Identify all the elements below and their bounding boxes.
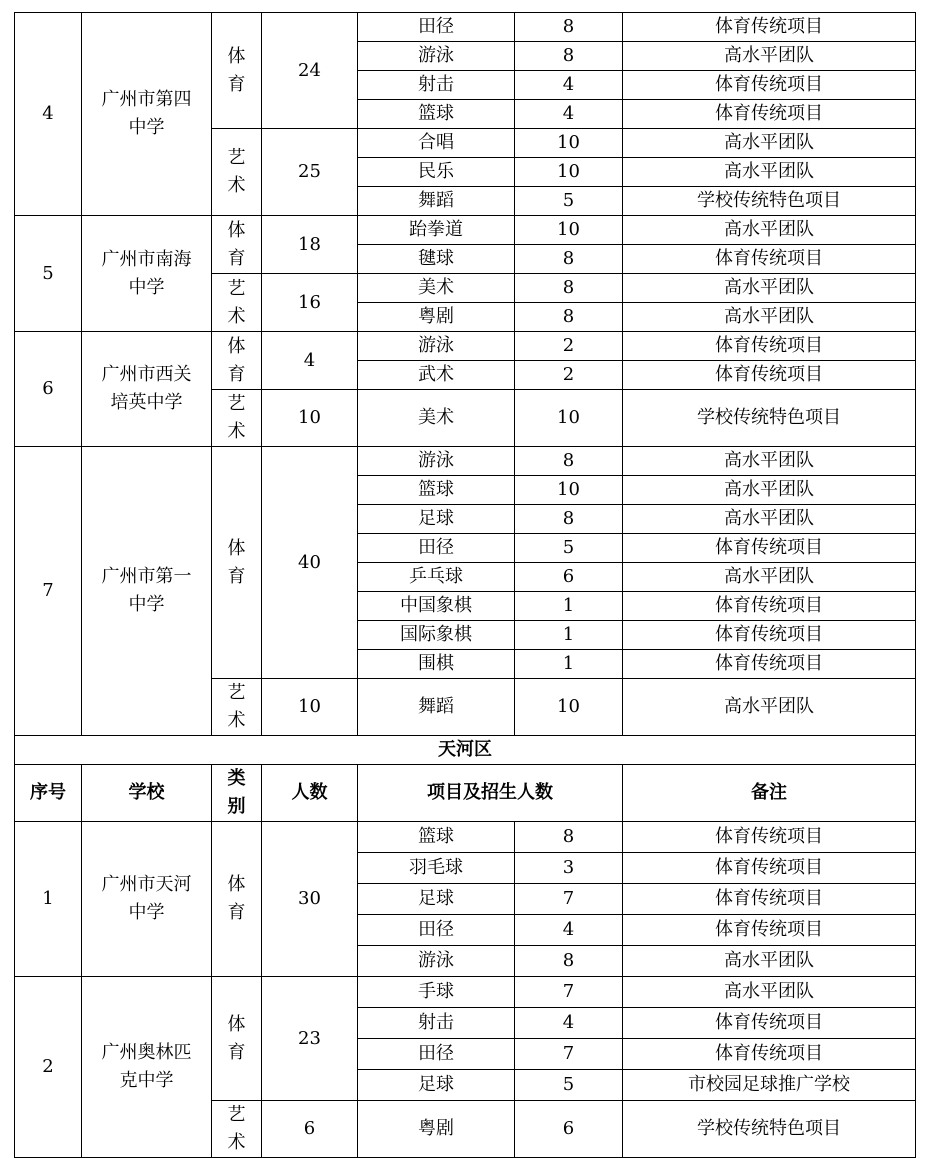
remark [623,884,916,915]
project-name-text: 足球 [418,1074,454,1095]
category-text: 体育 [227,1013,246,1063]
category-total-text: 30 [298,888,321,909]
category-total-text: 10 [298,407,321,428]
category-total [262,216,358,274]
category-total [262,332,358,390]
project-count [515,621,623,650]
remark [623,822,916,853]
project-count-text: 10 [557,696,580,717]
district-row [15,736,916,765]
project-count-text: 8 [562,16,575,37]
project-count [515,42,623,71]
remark-text: 高水平团队 [724,508,814,529]
project-name [358,129,515,158]
table-row [15,977,916,1008]
category-text: 体育 [227,537,246,587]
category-total [262,1101,358,1158]
project-count-text: 8 [562,45,575,66]
project-count-text: 8 [562,277,575,298]
remark-text: 高水平团队 [724,696,814,717]
project-name [358,1008,515,1039]
school-number-text: 2 [42,1056,54,1077]
project-name [358,158,515,187]
project-count [515,1039,623,1070]
remark [623,42,916,71]
project-name-text: 射击 [418,1012,454,1033]
project-name-text: 田径 [418,16,454,37]
remark-text: 体育传统项目 [715,624,823,645]
district-title [15,736,916,765]
project-name-text: 粤剧 [418,306,454,327]
category-total-text: 10 [298,696,321,717]
project-name [358,447,515,476]
remark-text: 学校传统特色项目 [697,407,841,428]
project-count [515,476,623,505]
header-school [82,765,212,822]
project-name-text: 乒乓球 [409,566,463,587]
category-total [262,129,358,216]
school-name-text: 广州市西关培英中学 [101,364,192,413]
remark [623,1008,916,1039]
remark-text: 高水平团队 [724,161,814,182]
category-total-text: 6 [303,1118,316,1139]
project-count-text: 1 [562,595,575,616]
project-name [358,621,515,650]
school-number-text: 5 [42,262,54,284]
project-name [358,884,515,915]
project-name [358,1070,515,1101]
header-category-text: 类别 [227,768,246,817]
remark-text: 体育传统项目 [715,16,823,37]
remark-text: 高水平团队 [724,277,814,298]
header-project [358,765,623,822]
project-count [515,534,623,563]
project-count [515,650,623,679]
project-name-text: 篮球 [418,479,454,500]
remark-text: 体育传统项目 [715,919,823,940]
project-count [515,100,623,129]
project-name [358,822,515,853]
category [212,216,262,274]
project-count [515,129,623,158]
remark-text: 高水平团队 [724,566,814,587]
project-count [515,13,623,42]
project-name [358,390,515,447]
category [212,1101,262,1158]
remark-text: 体育传统项目 [715,653,823,674]
project-count [515,505,623,534]
project-count-text: 7 [562,981,575,1002]
remark-text: 学校传统特色项目 [697,1118,841,1139]
project-name-text: 武术 [418,364,454,385]
category-total-text: 23 [298,1027,321,1049]
category-total [262,390,358,447]
project-name [358,505,515,534]
school-name [82,447,212,736]
remark-text: 体育传统项目 [715,335,823,356]
project-count-text: 10 [557,479,580,500]
school-name [82,977,212,1158]
school-name [82,216,212,332]
project-name-text: 民乐 [418,161,454,182]
category-text: 体育 [227,45,246,95]
project-name-text: 游泳 [418,450,454,471]
project-count-text: 7 [562,1043,575,1064]
remark [623,476,916,505]
project-count-text: 2 [562,364,575,385]
project-name-text: 羽毛球 [409,857,463,878]
project-count [515,71,623,100]
project-name [358,563,515,592]
school-name [82,822,212,977]
school-number-text: 6 [42,378,54,399]
project-name-text: 篮球 [418,826,454,847]
table-row [15,822,916,853]
school-number [15,977,82,1158]
category-total [262,679,358,736]
remark-text: 体育传统项目 [715,74,823,95]
project-count [515,915,623,946]
project-count-text: 5 [562,537,575,558]
remark [623,158,916,187]
school-name-text: 广州市第一中学 [101,566,192,615]
project-count [515,1070,623,1101]
project-name [358,42,515,71]
category-text: 艺术 [227,682,246,731]
remark [623,977,916,1008]
category-text: 艺术 [227,393,246,442]
project-name [358,187,515,216]
remark [623,129,916,158]
project-count-text: 10 [557,407,580,428]
remark-text: 高水平团队 [724,45,814,66]
remark [623,505,916,534]
school-number [15,216,82,332]
category-text: 体育 [227,219,246,269]
remark [623,1039,916,1070]
header-remark [623,765,916,822]
project-count [515,390,623,447]
project-name [358,915,515,946]
project-name-text: 田径 [418,537,454,558]
project-count [515,332,623,361]
project-count-text: 10 [557,132,580,153]
project-count-text: 6 [562,566,575,587]
remark-text: 体育传统项目 [715,364,823,385]
project-count [515,361,623,390]
project-count-text: 1 [562,624,575,645]
remark [623,390,916,447]
remark [623,915,916,946]
school-name [82,332,212,447]
project-count-text: 8 [562,508,575,529]
project-name [358,216,515,245]
header-total [262,765,358,822]
remark-text: 体育传统项目 [715,595,823,616]
remark-text: 高水平团队 [724,981,814,1002]
header-project-text: 项目及招生人数 [427,782,553,803]
category-text: 体育 [227,335,246,385]
project-name [358,1039,515,1070]
school-name-text: 广州市天河中学 [101,874,192,923]
remark [623,534,916,563]
remark [623,332,916,361]
project-count [515,592,623,621]
remark-text: 高水平团队 [724,219,814,240]
remark [623,274,916,303]
project-name [358,245,515,274]
header-remark-text: 备注 [751,782,787,803]
remark [623,245,916,274]
project-count-text: 6 [562,1118,575,1139]
table-row [15,447,916,476]
remark-text: 体育传统项目 [715,857,823,878]
project-count [515,187,623,216]
remark-text: 体育传统项目 [715,248,823,269]
project-name-text: 毽球 [418,248,454,269]
remark [623,216,916,245]
remark [623,1070,916,1101]
project-name [358,361,515,390]
project-count [515,977,623,1008]
project-name-text: 游泳 [418,45,454,66]
project-count [515,303,623,332]
remark-text: 高水平团队 [724,950,814,971]
project-count [515,274,623,303]
header-row [15,765,916,822]
category-total-text: 40 [298,551,321,573]
project-name [358,679,515,736]
project-count-text: 8 [562,826,575,847]
project-count-text: 3 [562,857,575,878]
project-name-text: 跆拳道 [409,219,463,240]
category-total-text: 16 [298,291,321,313]
header-total-text: 人数 [291,782,328,803]
project-count-text: 4 [562,103,575,124]
remark-text: 市校园足球推广学校 [688,1074,850,1095]
project-name-text: 足球 [418,888,454,909]
project-count-text: 10 [557,219,580,240]
project-name-text: 粤剧 [418,1118,454,1139]
project-name-text: 美术 [418,277,454,298]
remark [623,946,916,977]
category-total [262,447,358,679]
category [212,447,262,679]
category [212,332,262,390]
school-name-text: 广州市南海中学 [101,248,192,298]
remark-text: 学校传统特色项目 [697,190,841,211]
remark-text: 体育传统项目 [715,537,823,558]
project-count [515,158,623,187]
project-count [515,822,623,853]
remark [623,621,916,650]
project-count-text: 8 [562,248,575,269]
category [212,390,262,447]
remark [623,650,916,679]
project-name-text: 舞蹈 [418,190,454,211]
project-name-text: 游泳 [418,950,454,971]
remark [623,1101,916,1158]
remark [623,13,916,42]
table-row [15,332,916,361]
project-count [515,563,623,592]
remark [623,679,916,736]
project-name [358,946,515,977]
project-count-text: 4 [562,919,575,940]
category-text: 艺术 [227,277,246,327]
table-row [15,13,916,42]
project-name [358,274,515,303]
category [212,679,262,736]
remark [623,563,916,592]
category-total-text: 24 [298,59,321,81]
category [212,129,262,216]
remark [623,303,916,332]
category [212,977,262,1101]
school-number [15,332,82,447]
project-name-text: 足球 [418,508,454,529]
category-total-text: 25 [298,161,321,182]
project-name-text: 美术 [418,407,454,428]
project-name-text: 射击 [418,74,454,95]
project-count-text: 5 [562,1074,575,1095]
table-row [15,216,916,245]
project-name-text: 田径 [418,919,454,940]
remark [623,361,916,390]
remark [623,447,916,476]
category [212,822,262,977]
category-total [262,274,358,332]
project-name [358,476,515,505]
header-category [212,765,262,822]
remark-text: 高水平团队 [724,450,814,471]
project-name-text: 合唱 [418,132,454,153]
project-count [515,447,623,476]
project-count [515,679,623,736]
school-number-text: 1 [42,888,54,909]
remark-text: 体育传统项目 [715,1043,823,1064]
school-name-text: 广州奥林匹克中学 [101,1042,192,1091]
category-total-text: 18 [298,233,321,255]
school-name [82,13,212,216]
project-name [358,100,515,129]
project-name [358,13,515,42]
project-count-text: 8 [562,450,575,471]
project-name-text: 国际象棋 [400,624,472,645]
header-school-text: 学校 [128,782,165,803]
project-count-text: 10 [557,161,580,182]
category [212,13,262,129]
project-count-text: 8 [562,950,575,971]
project-count [515,1101,623,1158]
project-count [515,1008,623,1039]
remark [623,187,916,216]
project-name [358,853,515,884]
project-count [515,245,623,274]
project-name [358,332,515,361]
remark [623,100,916,129]
school-number [15,822,82,977]
project-name-text: 手球 [418,981,454,1002]
project-count [515,884,623,915]
project-name [358,650,515,679]
project-name [358,534,515,563]
project-count [515,946,623,977]
project-name-text: 田径 [418,1043,454,1064]
project-name [358,303,515,332]
header-no-text: 序号 [30,782,66,803]
project-count-text: 1 [562,653,575,674]
school-name-text: 广州市第四中学 [101,89,192,138]
enrollment-table [14,12,916,1158]
project-count-text: 4 [562,74,575,95]
school-number-text: 7 [42,580,54,601]
remark-text: 高水平团队 [724,306,814,327]
project-name-text: 围棋 [418,653,454,674]
category-text: 艺术 [227,1104,246,1153]
project-name [358,1101,515,1158]
category-total [262,977,358,1101]
school-number [15,13,82,216]
category-text: 体育 [227,874,246,923]
remark [623,853,916,884]
project-count-text: 5 [562,190,575,211]
project-name-text: 游泳 [418,335,454,356]
category [212,274,262,332]
category-total-text: 4 [303,349,316,371]
remark-text: 体育传统项目 [715,826,823,847]
category-text: 艺术 [227,147,246,196]
header-no [15,765,82,822]
remark-text: 高水平团队 [724,479,814,500]
remark-text: 体育传统项目 [715,103,823,124]
school-number-text: 4 [42,103,54,124]
project-name [358,592,515,621]
project-count-text: 7 [562,888,575,909]
project-name [358,977,515,1008]
project-name [358,71,515,100]
remark [623,592,916,621]
project-count [515,216,623,245]
school-number [15,447,82,736]
project-name-text: 篮球 [418,103,454,124]
project-name-text: 舞蹈 [418,696,454,717]
remark [623,71,916,100]
remark-text: 体育传统项目 [715,1012,823,1033]
project-count [515,853,623,884]
remark-text: 体育传统项目 [715,888,823,909]
district-title-text: 天河区 [438,739,492,760]
project-count-text: 4 [562,1012,575,1033]
category-total [262,822,358,977]
category-total [262,13,358,129]
project-name-text: 中国象棋 [400,595,472,616]
remark-text: 高水平团队 [724,132,814,153]
project-count-text: 8 [562,306,575,327]
project-count-text: 2 [562,335,575,356]
